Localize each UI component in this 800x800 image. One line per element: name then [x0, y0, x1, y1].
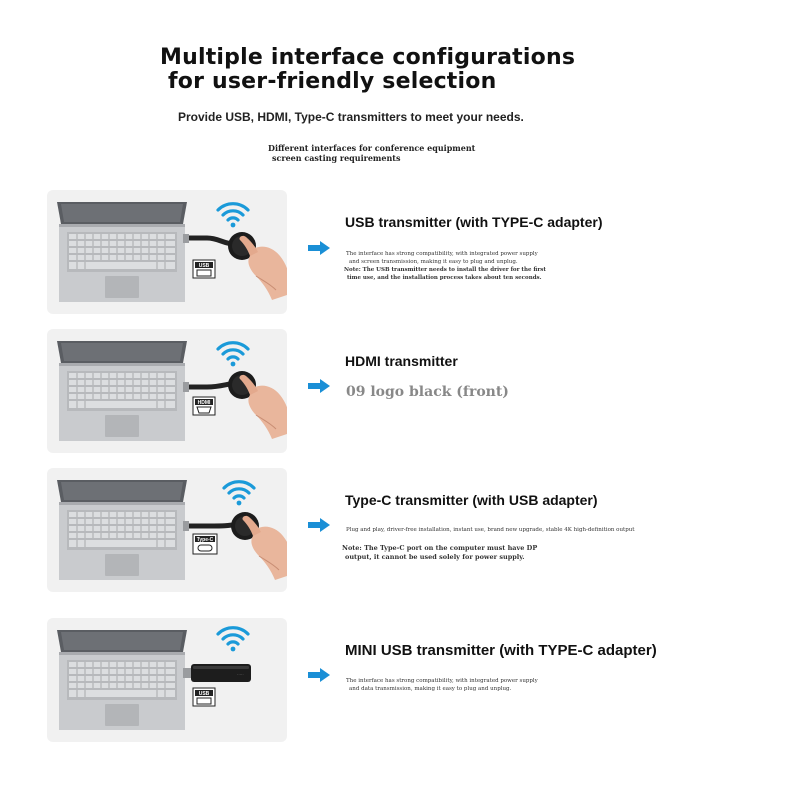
product-image-mini-usb	[47, 618, 287, 742]
note-line: Note: The USB transmitter needs to install the driver for the first	[344, 267, 546, 273]
desc-line: and screen transmission, making it easy to plug and unplug.	[349, 259, 518, 265]
heading-usb-transmitter: USB transmitter (with TYPE-C adapter)	[345, 214, 603, 230]
title-line-2: for user-friendly selection	[168, 69, 497, 94]
arrow-icon	[308, 518, 332, 537]
desc-mini-usb-transmitter	[346, 669, 538, 701]
usb-port-icon	[193, 260, 215, 278]
heading-hdmi-transmitter: HDMI transmitter	[345, 353, 458, 369]
hdmi-port-icon	[193, 397, 215, 415]
arrow-icon	[308, 241, 332, 260]
wifi-icon	[218, 343, 248, 367]
svg-text:USB: USB	[198, 263, 210, 269]
note-usb-transmitter	[344, 266, 546, 282]
page-subtitle: Provide USB, HDMI, Type-C transmitters to meet your needs.	[178, 110, 524, 124]
svg-text:HDMI: HDMI	[197, 400, 211, 406]
intro-note-line-1: Different interfaces for conference equipment	[268, 143, 476, 153]
product-image-usb	[47, 190, 287, 314]
intro-note-line-2: screen casting requirements	[272, 153, 401, 163]
usb-port-icon	[193, 688, 215, 706]
typec-port-icon	[193, 534, 217, 554]
heading-typec-transmitter: Type-C transmitter (with USB adapter)	[345, 492, 598, 508]
title-line-1: Multiple interface configurations	[160, 45, 576, 70]
svg-text:Type-C: Type-C	[196, 537, 214, 543]
svg-text:·····: ·····	[237, 672, 244, 677]
desc-line: The interface has strong compatibility, with integrated power supply	[346, 678, 538, 684]
note-line: output, it cannot be used solely for power supply.	[345, 553, 525, 561]
wifi-icon	[218, 204, 248, 228]
intro-note	[268, 143, 475, 163]
wifi-icon	[224, 482, 254, 506]
note-typec-transmitter	[342, 544, 537, 562]
arrow-icon	[308, 668, 332, 687]
product-image-hdmi	[47, 329, 287, 453]
heading-mini-usb-transmitter: MINI USB transmitter (with TYPE-C adapter)	[345, 642, 657, 659]
svg-text:USB: USB	[198, 691, 210, 697]
desc-line: The interface has strong compatibility, with integrated power supply	[346, 251, 538, 257]
arrow-icon	[308, 379, 332, 398]
hdmi-variant-label: 09 logo black (front)	[346, 384, 509, 400]
note-line: time use, and the installation process takes about ten seconds.	[347, 275, 542, 281]
product-image-typec	[47, 468, 287, 592]
note-line: Note: The Type-C port on the computer must have DP	[342, 544, 538, 552]
page-title	[160, 46, 575, 94]
desc-typec-transmitter	[346, 518, 635, 534]
desc-line: Plug and play, driver-free installation, instant use, brand new upgrade, stable 4K high-definition output	[346, 527, 635, 533]
wifi-icon	[218, 628, 248, 652]
desc-line: and data transmission, making it easy to plug and unplug.	[349, 686, 512, 692]
